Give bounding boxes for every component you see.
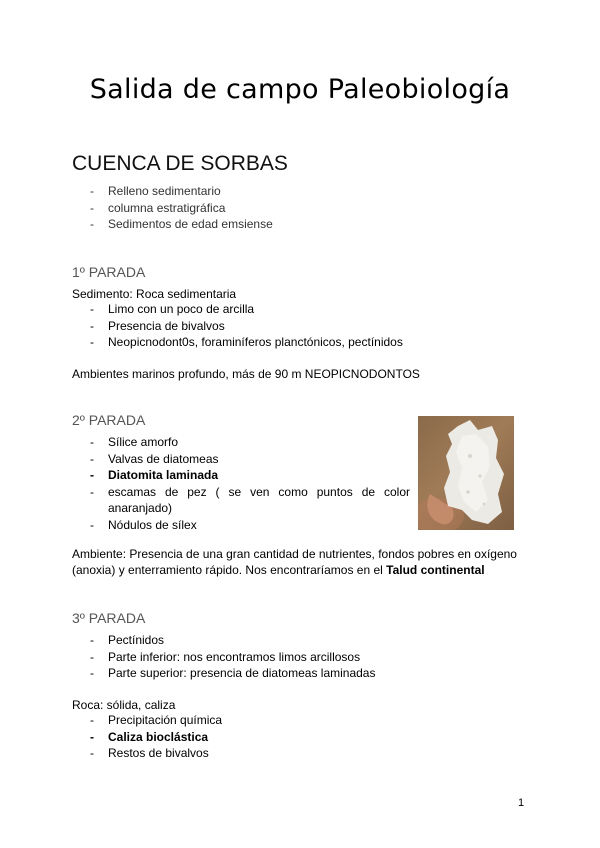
list-item: - Parte superior: presencia de diatomeas laminadas [72, 665, 375, 682]
list-item: - Sedimentos de edad emsiense [72, 216, 273, 233]
parada2-ambiente [72, 546, 528, 578]
list-item: - Parte inferior: nos encontramos limos arcillosos [72, 649, 375, 666]
list-item: - Neopicnodont0s, foraminíferos planctónicos, pectínidos [72, 334, 403, 351]
diatomite-photo [418, 416, 514, 530]
list-item: - escamas de pez ( se ven como puntos de color anaranjado) [72, 484, 410, 517]
parada1-sediment: Sedimento: Roca sedimentaria [72, 287, 237, 301]
parada3-roca: Roca: sólida, caliza [72, 698, 176, 712]
parada1-list [72, 301, 403, 351]
list-item: - Limo con un poco de arcilla [72, 301, 403, 318]
ambiente-text: Ambiente: Presencia de una gran cantidad de nutrientes, fondos pobres en oxígeno (anoxia) y enterramiento rápido. Nos encontraríamos en el [72, 547, 517, 577]
list-item: - Diatomita laminada [72, 467, 410, 484]
list-item: - Precipitación química [72, 712, 222, 729]
rock-photo-icon [418, 416, 514, 530]
list-item: - Valvas de diatomeas [72, 451, 410, 468]
section-list [72, 183, 273, 233]
list-item: - Nódulos de sílex [72, 517, 410, 534]
ambiente-bold: Talud continental [386, 563, 485, 577]
parada1-heading: 1º PARADA [72, 264, 146, 280]
page-title: Salida de campo Paleobiología [89, 74, 511, 105]
parada2-heading: 2º PARADA [72, 412, 146, 428]
list-item: - columna estratigráfica [72, 200, 273, 217]
parada3-heading: 3º PARADA [72, 610, 146, 626]
parada1-ambiente: Ambientes marinos profundo, más de 90 m NEOPICNODONTOS [72, 367, 420, 381]
parada3-list [72, 632, 375, 682]
list-item: - Restos de bivalvos [72, 745, 222, 762]
parada2-list [72, 434, 410, 533]
section-heading: CUENCA DE SORBAS [72, 152, 288, 175]
parada3-roca-list [72, 712, 222, 762]
list-item: - Sílice amorfo [72, 434, 410, 451]
list-item: - Presencia de bivalvos [72, 318, 403, 335]
list-item: - Pectínidos [72, 632, 375, 649]
page-number: 1 [518, 797, 525, 809]
list-item: - Relleno sedimentario [72, 183, 273, 200]
list-item: - Caliza bioclástica [72, 729, 222, 746]
